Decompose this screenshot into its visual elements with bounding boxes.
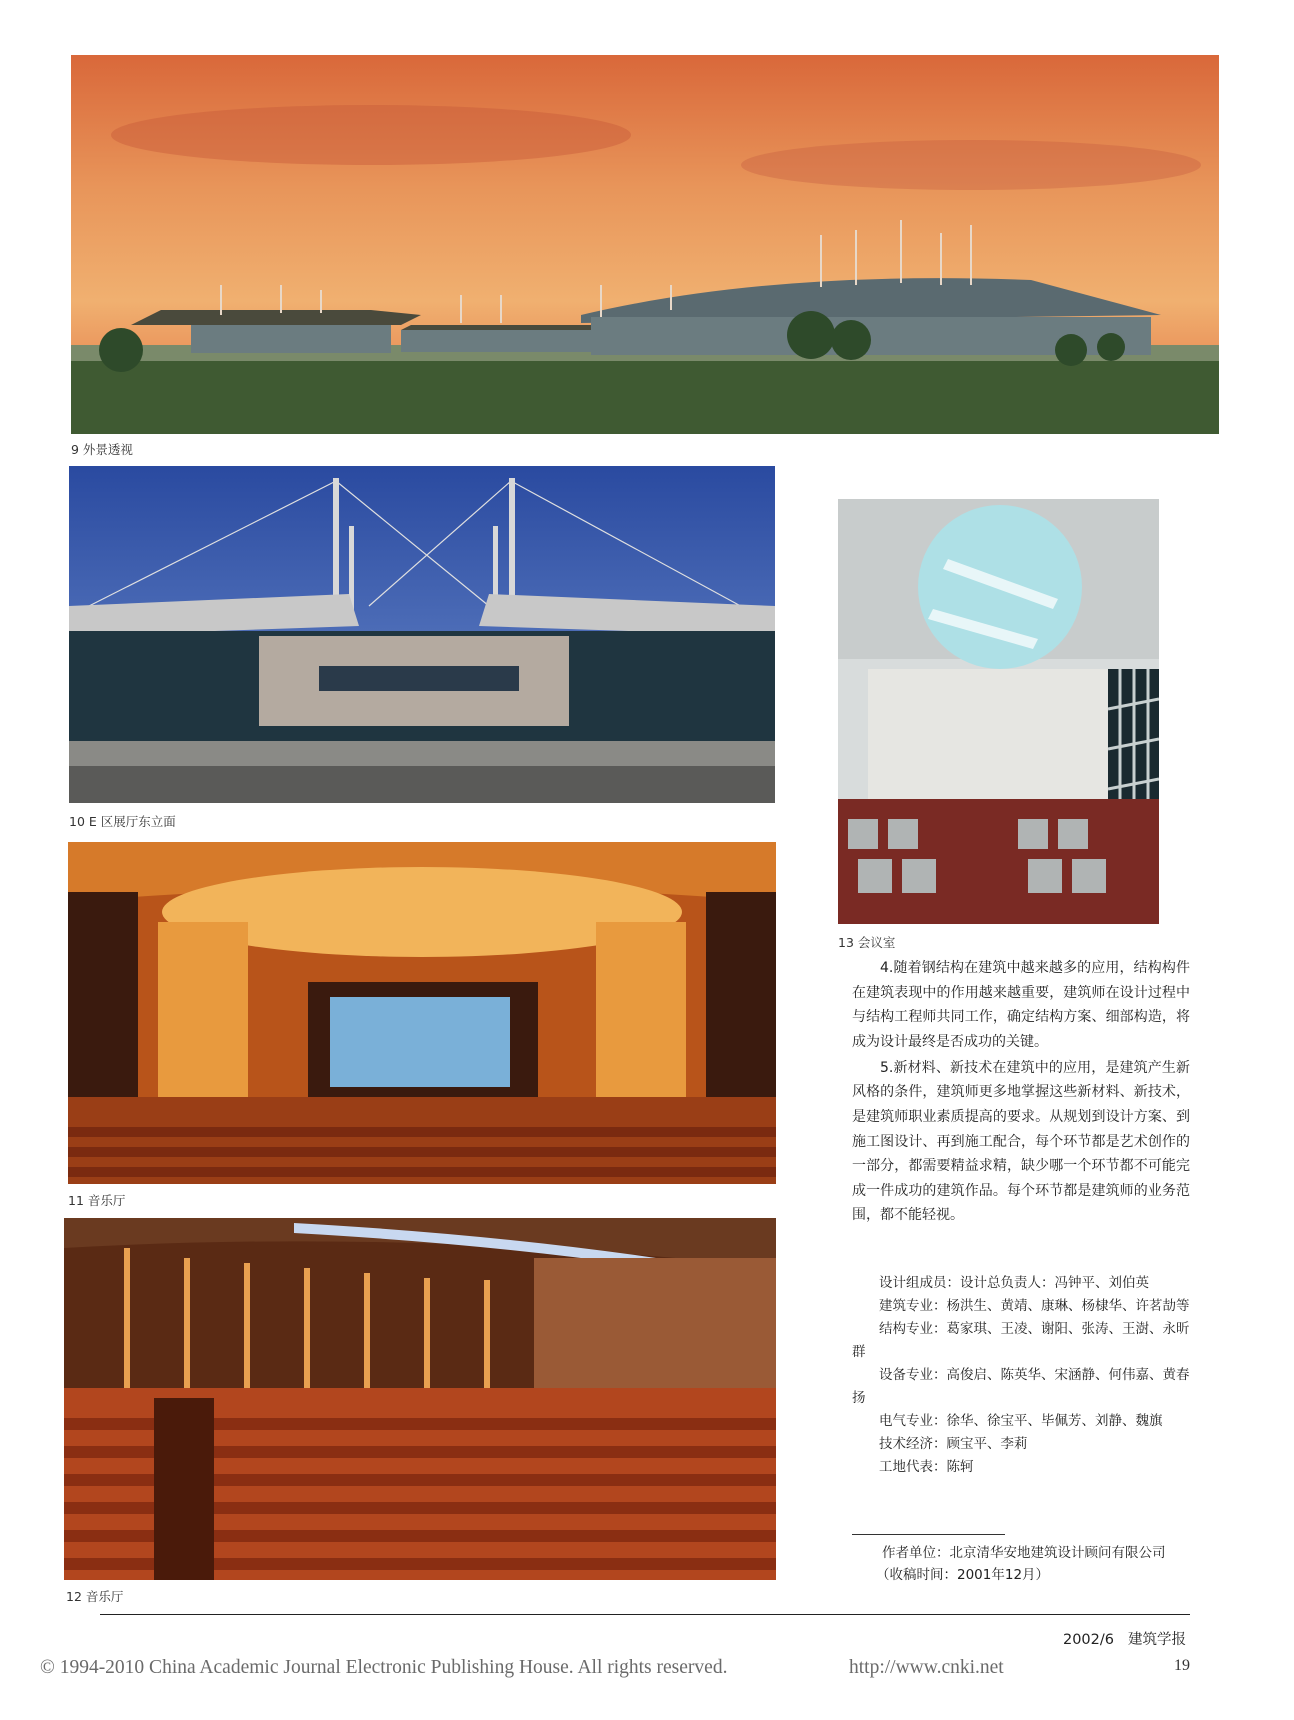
figure-13-meeting-room bbox=[838, 499, 1159, 924]
figure-13-caption: 13 会议室 bbox=[838, 935, 896, 950]
design-team-credits bbox=[852, 1272, 1190, 1479]
page-number: 19 bbox=[1174, 1657, 1190, 1674]
figure-11-concert-hall bbox=[68, 842, 776, 1184]
affiliation-divider bbox=[852, 1534, 1005, 1535]
author-affiliation bbox=[876, 1542, 1202, 1586]
credit-architecture: 建筑专业：杨洪生、黄靖、康琳、杨棣华、许茗劼等 bbox=[879, 1298, 1190, 1314]
journal-issue bbox=[1063, 1628, 1186, 1649]
figure-12-concert-hall bbox=[64, 1218, 776, 1580]
figure-9-exterior-perspective bbox=[71, 55, 1219, 434]
journal-name: 建筑学报 bbox=[1128, 1632, 1186, 1648]
copyright-notice: © 1994-2010 China Academic Journal Electronic Publishing House. All rights reserved. bbox=[40, 1657, 728, 1678]
credit-electrical: 电气专业：徐华、徐宝平、毕佩芳、刘静、魏旗 bbox=[879, 1413, 1163, 1429]
cnki-link[interactable]: http://www.cnki.net bbox=[849, 1657, 1004, 1678]
credit-economics: 技术经济：顾宝平、李莉 bbox=[879, 1436, 1028, 1452]
credit-site-rep: 工地代表：陈轲 bbox=[879, 1459, 974, 1475]
figure-9-caption: 9 外景透视 bbox=[71, 442, 133, 457]
footer-divider bbox=[100, 1614, 1190, 1615]
received-date: （收稿时间：2001年12月） bbox=[876, 1567, 1050, 1583]
body-text bbox=[852, 956, 1190, 1230]
figure-10-east-elevation bbox=[69, 466, 775, 803]
figure-11-caption: 11 音乐厅 bbox=[68, 1193, 126, 1208]
paragraph-5: 5.新材料、新技术在建筑中的应用，是建筑产生新风格的条件，建筑师更多地掌握这些新材料、新技术，是建筑师职业素质提高的要求。从规划到设计方案、到施工图设计、再到施工配合，每个环节都是艺术创作的一部分，都需要精益求精，缺少哪一个环节都不可能完成一件成功的建筑作品。每个环节都是建筑师的业务范围，都不能轻视。 bbox=[852, 1059, 1190, 1224]
credit-lead: 设计组成员：设计总负责人：冯钟平、刘伯英 bbox=[879, 1275, 1149, 1291]
affiliation-unit: 作者单位：北京清华安地建筑设计顾问有限公司 bbox=[882, 1545, 1166, 1561]
credit-structure: 结构专业：葛家琪、王凌、谢阳、张涛、王澍、永昕群 bbox=[852, 1321, 1190, 1360]
figure-12-caption: 12 音乐厅 bbox=[66, 1589, 124, 1604]
issue-number: 2002/6 bbox=[1062, 1632, 1114, 1648]
credit-equipment: 设备专业：高俊启、陈英华、宋涵静、何伟嘉、黄春扬 bbox=[852, 1367, 1190, 1406]
paragraph-4: 4.随着钢结构在建筑中越来越多的应用，结构构件在建筑表现中的作用越来越重要，建筑师在设计过程中与结构工程师共同工作，确定结构方案、细部构造，将成为设计最终是否成功的关键。 bbox=[852, 960, 1190, 1050]
figure-10-caption: 10 E 区展厅东立面 bbox=[69, 814, 176, 829]
